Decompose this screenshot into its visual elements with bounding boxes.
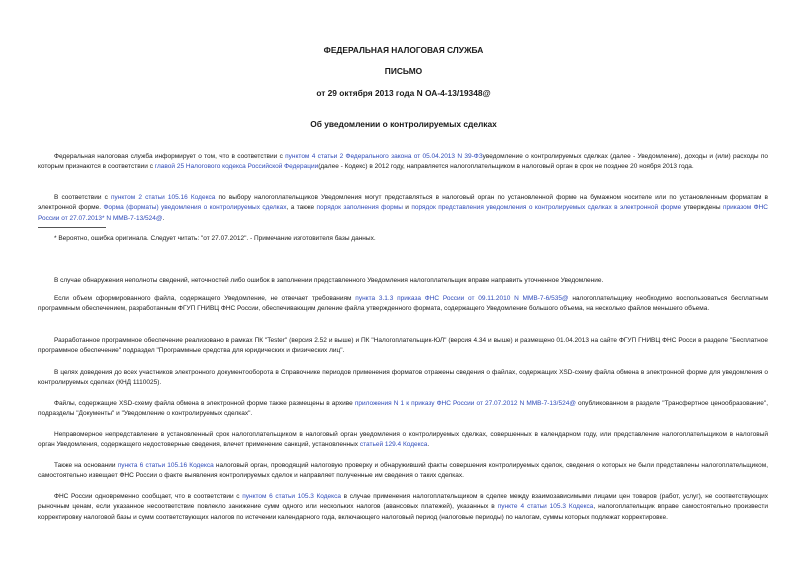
paragraph-2 (38, 193, 768, 224)
date-number-heading: от 29 октября 2013 года N ОА-4-13/19348@ (316, 88, 491, 98)
link-order-535[interactable]: пункта 3.1.3 приказа ФНС России от 09.11.2010 N ММВ-7-6/535@ (355, 295, 569, 302)
link-submission-order[interactable]: порядок представления уведомления о контролируемых сделках в электронной форме (411, 204, 682, 212)
p7-text-2: опубликованном в разделе "Трансфертное ценообразование", подразделы "Документы" и "Уведомление о контролируемых сделках". (38, 400, 769, 418)
p8-text-1: Неправомерное непредставление в установленный срок налогоплательщиком в налоговый орган уведомления о контролируемых сделках, совершенных в календарном году, или представление налогоплательщиком в налоговый орган Уведомления, содержащего недостоверные сведения, влечет применение санкций, установленных (38, 431, 768, 449)
paragraph-6: В целях доведения до всех участников электронного документооборота в Справочнике периодов применения форматов отражены сведения о файлах, содержащих XSD-схему файла обмена в электронной форме для уведомления о контролируемых сделках (КНД 1110025). (38, 369, 768, 387)
footnote: * Вероятно, ошибка оригинала. Следует читать: "от 27.07.2012". - Примечание изготовителя базы данных. (54, 235, 376, 242)
link-fz-39[interactable]: пунктом 4 статьи 2 Федерального закона от 05.04.2013 N 39-ФЗ (285, 153, 483, 160)
p2-text-6: . (162, 214, 165, 222)
p2-text-5: утверждены (681, 204, 723, 212)
p9-text-1: Также на основании (54, 462, 118, 469)
p4-text-2: налогоплательщику необходимо воспользоваться бесплатным программным обеспечением, разработанным ФГУП ГНИВЦ ФНС России, обеспечивающим деление файла утвержденного формата, содержащего Уведомление большого объема, на несколько файлов меньшего объема. (38, 295, 768, 313)
p8-text-2: . (427, 441, 430, 449)
link-filling-order[interactable]: порядок заполнения формы (316, 204, 403, 212)
p2-text-4: и (402, 204, 412, 212)
subject-heading: Об уведомлении о контролируемых сделках (310, 119, 497, 129)
footnote-divider (38, 227, 106, 228)
p1-text-2: уведомление о контролируемых сделках (далее - Уведомление), доходы и (или) расходы по которым признаются в соответствии с (38, 153, 769, 171)
document-type-heading: ПИСЬМО (384, 66, 423, 76)
p1-text-3: (далее - Кодекс) в 2012 году, направляется налогоплательщиком в налоговый орган в срок не позднее 20 ноября 2013 года. (318, 163, 694, 171)
link-art-105-16-p2[interactable]: пунктом 2 статьи 105.16 Кодекса (111, 194, 216, 201)
paragraph-8 (38, 430, 768, 451)
paragraph-4 (38, 294, 768, 315)
paragraph-3: В случае обнаружения неполноты сведений, неточностей либо ошибок в заполнении представленного Уведомления налогоплательщик вправе направить уточненное Уведомление. (54, 277, 604, 284)
paragraph-7 (38, 399, 768, 420)
paragraph-1 (38, 152, 768, 173)
link-chapter-25[interactable]: главой 25 Налогового кодекса Российской Федерации (154, 163, 319, 171)
link-art-105-3-p6[interactable]: пунктом 6 статьи 105.3 Кодекса (242, 493, 341, 500)
link-art-105-16-p6[interactable]: пункта 6 статьи 105.16 Кодекса (117, 462, 214, 469)
p10-text-1: ФНС России одновременно сообщает, что в соответствии с (54, 493, 243, 500)
paragraph-9 (38, 461, 768, 482)
link-order-524[interactable]: приказом ФНС России от 27.07.2013* N ММВ-7-13/524@ (38, 204, 768, 222)
p9-text-2: налоговый орган, проводящий налоговую проверку и обнаруживший факты совершения контролируемых сделок, сведения о которых не были представлены налогоплательщиком, самостоятельно извещает ФНС России о факте выявления контролируемых сделок и направляет полученные им сведения о таких сделках. (38, 462, 768, 480)
p2-text-3: , а также (286, 204, 317, 212)
p10-text-2: в случае применения налогоплательщиком в сделке между взаимозависимыми лицами цен товаров (работ, услуг), не соответствующих рыночным ценам, если указанное несоответствие повлекло занижение сумм одного или нескольких налогов (авансовых платежей), указанных в (38, 493, 769, 511)
p4-text-1: Если объем сформированного файла, содержащего Уведомление, не отвечает требованиям (54, 295, 356, 302)
agency-heading: ФЕДЕРАЛЬНАЯ НАЛОГОВАЯ СЛУЖБА (323, 45, 484, 55)
link-art-105-3-p4[interactable]: пункте 4 статьи 105.3 Кодекса (497, 503, 594, 511)
p7-text-1: Файлы, содержащие XSD-схему файла обмена в электронной форме также размещены в архиве (54, 400, 355, 407)
p2-text-2: по выбору налогоплательщиков Уведомления могут представляться в налоговый орган по установленной форме на бумажном носителе или по установленным форматам в электронной форме. (38, 194, 769, 212)
link-notification-form[interactable]: Форма (форматы) уведомления о контролируемых сделках (103, 204, 287, 212)
p2-text-1: В соответствии с (54, 194, 111, 201)
link-art-129-4[interactable]: статьей 129.4 Кодекса (359, 441, 428, 449)
paragraph-10 (38, 492, 768, 523)
p10-text-3: , налогоплательщик вправе самостоятельно произвести корректировку налоговой базы и сумм соответствующих налогов по истечении календарного года, включающего налоговый период (налоговые периоды) по налогам, суммы которых подлежат корректировке. (38, 503, 768, 521)
paragraph-5: Разработанное программное обеспечение реализовано в рамках ПК "Tester" (версия 2.52 и выше) и ПК "Налогоплательщик-ЮЛ" (версия 4.34 и выше) и размещено 01.04.2013 на сайте ФГУП ГНИВЦ ФНС Росси в разделе "Бесплатное программное обеспечение" подраздел "Программные средства для юридических и физических лиц". (38, 337, 768, 355)
p1-text-1: Федеральная налоговая служба информирует о том, что в соответствии с (54, 153, 286, 160)
link-appendix-1[interactable]: приложения N 1 к приказу ФНС России от 27.07.2012 N ММВ-7-13/524@ (354, 400, 576, 407)
